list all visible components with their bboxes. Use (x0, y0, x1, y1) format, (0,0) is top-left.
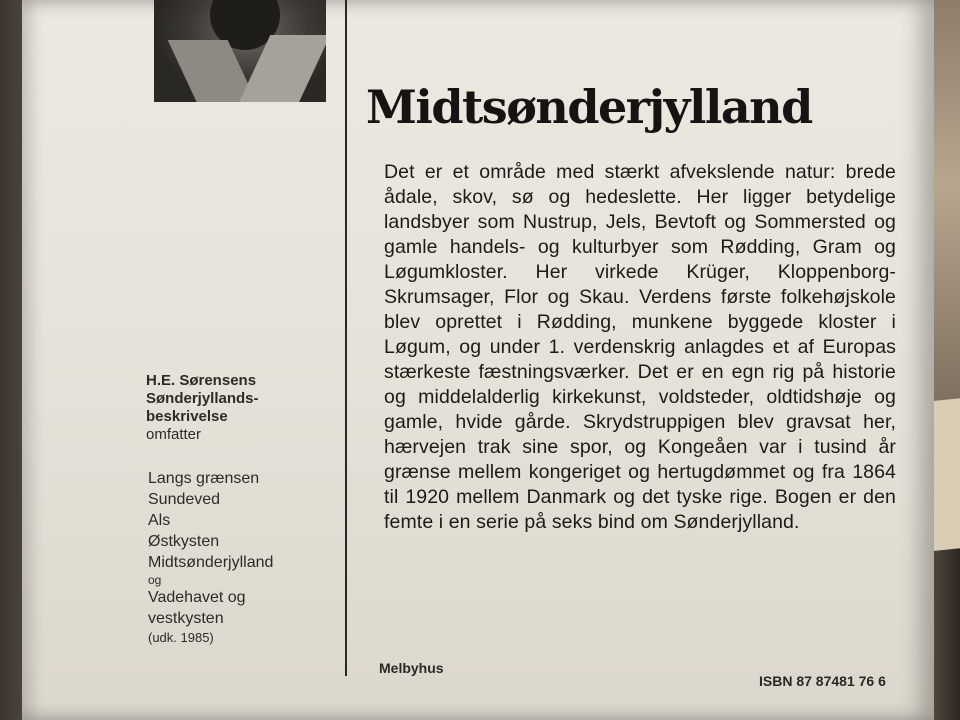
series-note: (udk. 1985) (148, 630, 214, 645)
isbn-number: ISBN 87 87481 76 6 (759, 673, 886, 689)
background-left (0, 0, 22, 720)
volume-conjunction: og (148, 573, 162, 587)
volume-item: Langs grænsen (148, 470, 260, 487)
background-photo-edge (930, 0, 960, 460)
volume-item: vestkysten (148, 610, 224, 627)
series-title-line: beskrivelse (146, 408, 228, 425)
volume-item: Sundeved (148, 491, 221, 508)
book-title: Midtsønderjylland (366, 80, 812, 134)
series-title-line: Sønderjyllands- (146, 390, 259, 407)
volume-item: Als (148, 512, 171, 529)
volume-list (146, 468, 346, 629)
publisher-name: Melbyhus (379, 660, 444, 676)
book-description: Det er et område med stærkt afvekslende natur: brede ådale, skov, sø og hedeslette. Her ligger betydelige landsbyer som Nustrup, Jels, Bevtoft og Sommersted og gamle handels- og kulturbyer som Rødding, Gram og Løgumkloster. Her virkede Krüger, Kloppenborg-Skrumsager, Flor og Skau. Verdens første folkehøjskole blev oprettet i Rødding, munkene byggede kloster i Løgum, og under 1. verdenskrig anlagdes et af Europas stærkeste fæstningsværker. Det er en egn rig på historie og middelalderlig kirkekunst, voldsteder, oldtidshøje og gamle, hvide gårde. Skrydstruppigen blev gravsat her, hærvejen trak sine spor, og Kongeåen var i tusind år grænse mellem kongeriget og hertugdømmet og fra 1864 til 1920 mellem Danmark og det tyske rige. Bogen er den femte i en serie på seks bind om Sønderjylland. (384, 161, 896, 533)
volume-item: Østkysten (148, 533, 220, 550)
author-photo (154, 0, 326, 102)
book-back-cover (22, 0, 934, 720)
series-subtitle: omfatter (146, 426, 202, 443)
volume-item: Midtsønderjylland (148, 554, 274, 571)
volume-item: Vadehavet og (148, 589, 246, 606)
series-info (146, 372, 346, 647)
series-title-line: H.E. Sørensens (146, 372, 257, 389)
